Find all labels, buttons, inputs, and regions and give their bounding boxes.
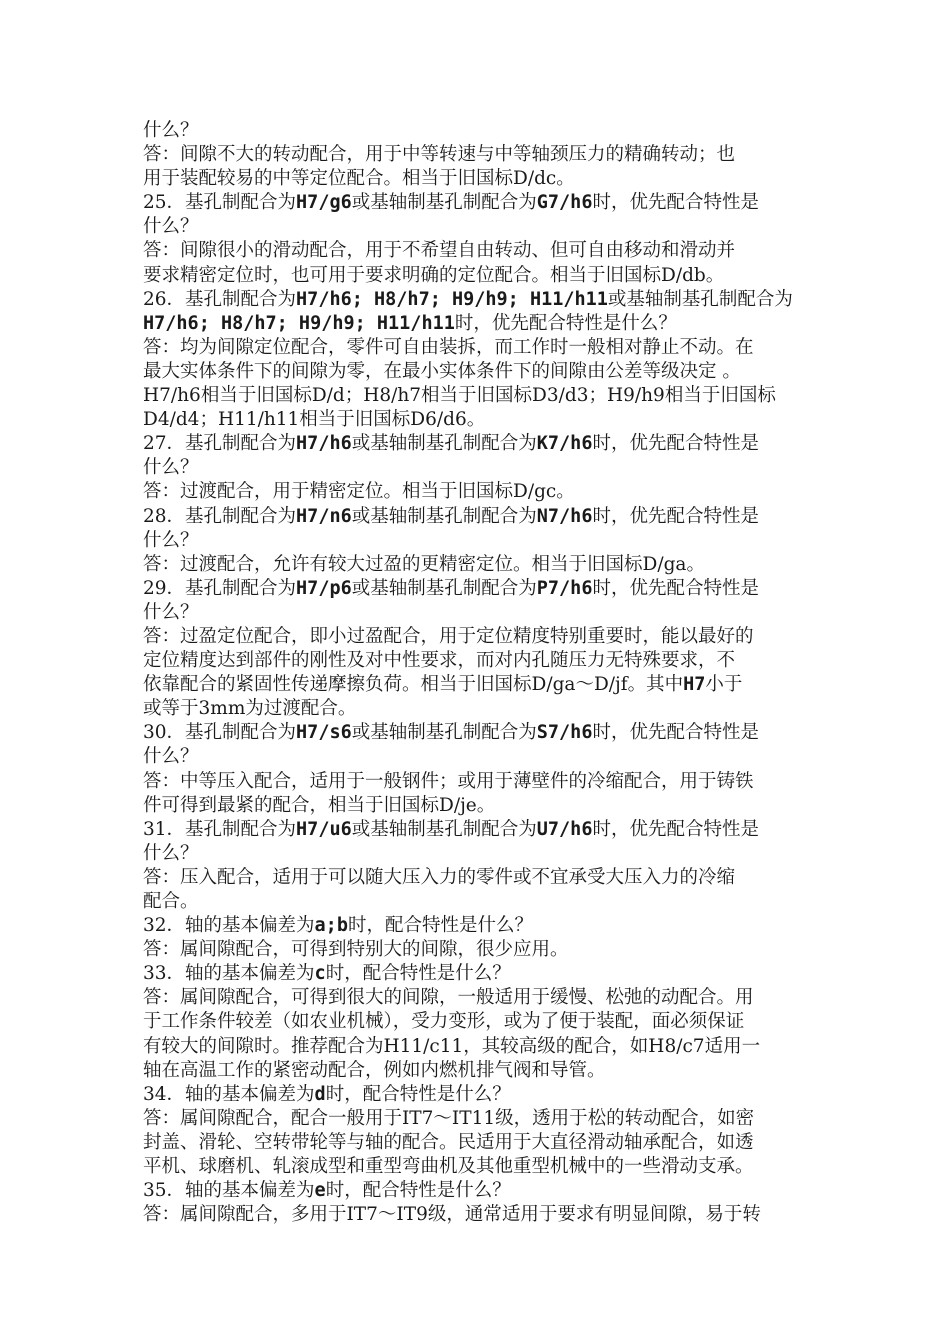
text-segment: 有较大的间隙时。推荐配合为H11/c11，其较高级的配合，如H8/c7适用一 bbox=[143, 1035, 761, 1057]
text-line bbox=[143, 119, 863, 143]
fit-code: H7/u6 bbox=[296, 818, 352, 840]
text-segment: 时，优先配合特性是 bbox=[592, 433, 759, 455]
text-segment: 时，配合特性是什么？ bbox=[347, 915, 533, 937]
text-segment: 依靠配合的紧固性传递摩擦负荷。相当于旧国标D/ga～D/jf。其中 bbox=[143, 674, 684, 696]
text-line bbox=[143, 1035, 863, 1059]
text-segment: 或基轴制基孔制配合为 bbox=[351, 192, 537, 214]
text-line bbox=[143, 239, 863, 263]
text-segment: D4/d4；H11/h11相当于旧国标D6/d6。 bbox=[143, 409, 486, 431]
text-line bbox=[143, 1107, 863, 1131]
text-segment: 定位精度达到部件的刚性及对中性要求，而对内孔随压力无特殊要求，不 bbox=[143, 650, 736, 672]
text-segment: 31．基孔制配合为 bbox=[143, 818, 297, 840]
text-segment: 或等于3mm为过渡配合。 bbox=[143, 698, 357, 720]
text-segment: 什么？ bbox=[143, 120, 199, 141]
text-line bbox=[143, 625, 863, 649]
fit-code: H7 bbox=[683, 674, 706, 696]
text-line bbox=[143, 408, 863, 432]
text-line bbox=[143, 1083, 863, 1107]
text-segment: 时，优先配合特性是 bbox=[592, 818, 759, 840]
text-segment: 平机、球磨机、轧滚成型和重型弯曲机及其他重型机械中的一些滑动支承。 bbox=[143, 1156, 754, 1178]
fit-code: H7/s6 bbox=[296, 722, 352, 744]
text-segment: 最大实体条件下的间隙为零，在最小实体条件下的间隙由公差等级决定 。 bbox=[143, 360, 741, 382]
text-segment: 件可得到最紧的配合，相当于旧国标D/je。 bbox=[143, 794, 496, 816]
text-line bbox=[143, 288, 863, 312]
text-segment: 答：均为间隙定位配合，零件可自由装拆，而工作时一般相对静止不动。在 bbox=[143, 336, 754, 358]
text-segment: 封盖、滑轮、空转带轮等与轴的配合。民适用于大直径滑动轴承配合，如透 bbox=[143, 1131, 754, 1153]
text-line bbox=[143, 529, 863, 553]
text-line bbox=[143, 480, 863, 504]
fit-code: H7/h6 bbox=[296, 433, 352, 455]
text-line bbox=[143, 215, 863, 239]
fit-code: G7/h6 bbox=[536, 192, 593, 214]
fit-code: U7/h6 bbox=[536, 818, 593, 840]
text-segment: H7/h6相当于旧国标D/d；H8/h7相当于旧国标D3/d3；H9/h9相当于旧国标 bbox=[143, 385, 776, 407]
text-line bbox=[143, 143, 863, 167]
text-line bbox=[143, 1179, 863, 1203]
text-line bbox=[143, 601, 863, 625]
text-segment: 轴在高温工作的紧密动配合，例如内燃机排气阀和导管。 bbox=[143, 1059, 606, 1081]
fit-code: a;b bbox=[314, 915, 348, 937]
text-segment: 或基轴制基孔制配合为 bbox=[351, 505, 537, 527]
text-line bbox=[143, 456, 863, 480]
text-line bbox=[143, 721, 863, 745]
text-segment: 时，优先配合特性是 bbox=[592, 577, 759, 599]
text-segment: 或基轴制基孔制配合为 bbox=[351, 818, 537, 840]
text-line bbox=[143, 553, 863, 577]
text-segment: 答：间隙不大的转动配合，用于中等转速与中等轴颈压力的精确转动；也 bbox=[143, 144, 736, 166]
fit-code: S7/h6 bbox=[536, 722, 593, 744]
text-line bbox=[143, 890, 863, 914]
text-segment: 小于 bbox=[705, 674, 743, 696]
text-line bbox=[143, 914, 863, 938]
text-line bbox=[143, 312, 863, 336]
text-line bbox=[143, 649, 863, 673]
text-segment: 要求精密定位时，也可用于要求明确的定位配合。相当于旧国标D/db。 bbox=[143, 264, 725, 286]
text-line bbox=[143, 1010, 863, 1034]
fit-code: N7/h6 bbox=[536, 505, 593, 527]
text-segment: 33．轴的基本偏差为 bbox=[143, 963, 315, 985]
fit-code: d bbox=[314, 1083, 326, 1105]
text-line bbox=[143, 1203, 863, 1227]
text-segment: 34．轴的基本偏差为 bbox=[143, 1083, 315, 1105]
text-segment: 用于装配较易的中等定位配合。相当于旧国标D/dc。 bbox=[143, 168, 575, 190]
text-segment: 答：属间隙配合，多用于IT7～IT9级，通常适用于要求有明显间隙，易于转 bbox=[143, 1204, 761, 1226]
text-segment: 答：间隙很小的滑动配合，用于不希望自由转动、但可自由移动和滑动并 bbox=[143, 240, 736, 262]
text-segment: 29．基孔制配合为 bbox=[143, 577, 297, 599]
fit-code: H7/g6 bbox=[296, 192, 352, 214]
fit-code: c bbox=[314, 963, 326, 985]
text-segment: 35．轴的基本偏差为 bbox=[143, 1180, 315, 1202]
text-segment: 时，优先配合特性是 bbox=[592, 722, 759, 744]
text-segment: 于工作条件较差（如农业机械），受力变形，或为了便于装配，面必须保证 bbox=[143, 1011, 745, 1033]
text-segment: 答：压入配合，适用于可以随大压入力的零件或不宜承受大压入力的冷缩 bbox=[143, 866, 736, 888]
text-segment: 答：过盈定位配合，即小过盈配合，用于定位精度特别重要时，能以最好的 bbox=[143, 625, 754, 647]
text-line bbox=[143, 986, 863, 1010]
text-segment: 答：中等压入配合，适用于一般钢件；或用于薄壁件的冷缩配合，用于铸铁 bbox=[143, 770, 754, 792]
fit-code: H7/n6 bbox=[296, 505, 352, 527]
text-segment: 时，配合特性是什么？ bbox=[325, 963, 511, 985]
text-line bbox=[143, 794, 863, 818]
text-segment: 答：过渡配合，用于精密定位。相当于旧国标D/gc。 bbox=[143, 481, 575, 503]
text-line bbox=[143, 505, 863, 529]
fit-code: e bbox=[314, 1180, 326, 1202]
text-segment: 什么？ bbox=[143, 457, 199, 479]
text-segment: 什么？ bbox=[143, 842, 199, 864]
text-segment: 什么？ bbox=[143, 601, 199, 623]
text-line bbox=[143, 697, 863, 721]
text-line bbox=[143, 264, 863, 288]
text-segment: 答：属间隙配合，可得到很大的间隙，一般适用于缓慢、松弛的动配合。用 bbox=[143, 987, 754, 1009]
text-segment: 或基轴制基孔制配合为 bbox=[351, 577, 537, 599]
text-line bbox=[143, 167, 863, 191]
document-body bbox=[143, 119, 863, 1227]
text-segment: 什么？ bbox=[143, 746, 199, 768]
text-line bbox=[143, 745, 863, 769]
text-line bbox=[143, 384, 863, 408]
text-segment: 27．基孔制配合为 bbox=[143, 433, 297, 455]
text-segment: 什么？ bbox=[143, 529, 199, 551]
text-line bbox=[143, 191, 863, 215]
fit-code: H7/h6; H8/h7; H9/h9; H11/h11 bbox=[296, 288, 608, 310]
text-segment: 时，优先配合特性是什么？ bbox=[454, 312, 677, 334]
text-segment: 答：过渡配合，允许有较大过盈的更精密定位。相当于旧国标D/ga。 bbox=[143, 553, 705, 575]
text-segment: 时，配合特性是什么？ bbox=[325, 1180, 511, 1202]
text-line bbox=[143, 1059, 863, 1083]
text-line bbox=[143, 360, 863, 384]
text-line bbox=[143, 818, 863, 842]
text-segment: 答：属间隙配合，配合一般用于IT7～IT11级，透用于松的转动配合，如密 bbox=[143, 1107, 755, 1129]
text-segment: 配合。 bbox=[143, 891, 199, 912]
text-segment: 时，优先配合特性是 bbox=[592, 505, 759, 527]
text-line bbox=[143, 962, 863, 986]
fit-code: H7/h6; H8/h7; H9/h9; H11/h11 bbox=[143, 312, 455, 334]
text-line bbox=[143, 938, 863, 962]
text-line bbox=[143, 842, 863, 866]
fit-code: P7/h6 bbox=[536, 577, 593, 599]
text-segment: 什么？ bbox=[143, 216, 199, 238]
text-line bbox=[143, 1131, 863, 1155]
text-segment: 32．轴的基本偏差为 bbox=[143, 915, 315, 937]
text-segment: 25．基孔制配合为 bbox=[143, 192, 297, 214]
text-line bbox=[143, 866, 863, 890]
text-segment: 或基轴制基孔制配合为 bbox=[607, 288, 793, 310]
text-segment: 或基轴制基孔制配合为 bbox=[351, 433, 537, 455]
text-line bbox=[143, 432, 863, 456]
text-line bbox=[143, 770, 863, 794]
text-segment: 26．基孔制配合为 bbox=[143, 288, 297, 310]
text-segment: 时，配合特性是什么？ bbox=[325, 1083, 511, 1105]
text-line bbox=[143, 1155, 863, 1179]
text-line bbox=[143, 577, 863, 601]
fit-code: K7/h6 bbox=[536, 433, 593, 455]
text-line bbox=[143, 336, 863, 360]
text-segment: 28．基孔制配合为 bbox=[143, 505, 297, 527]
text-segment: 答：属间隙配合，可得到特别大的间隙，很少应用。 bbox=[143, 939, 569, 961]
fit-code: H7/p6 bbox=[296, 577, 352, 599]
text-line bbox=[143, 673, 863, 697]
text-segment: 时，优先配合特性是 bbox=[592, 192, 759, 214]
text-segment: 或基轴制基孔制配合为 bbox=[351, 722, 537, 744]
text-segment: 30．基孔制配合为 bbox=[143, 722, 297, 744]
